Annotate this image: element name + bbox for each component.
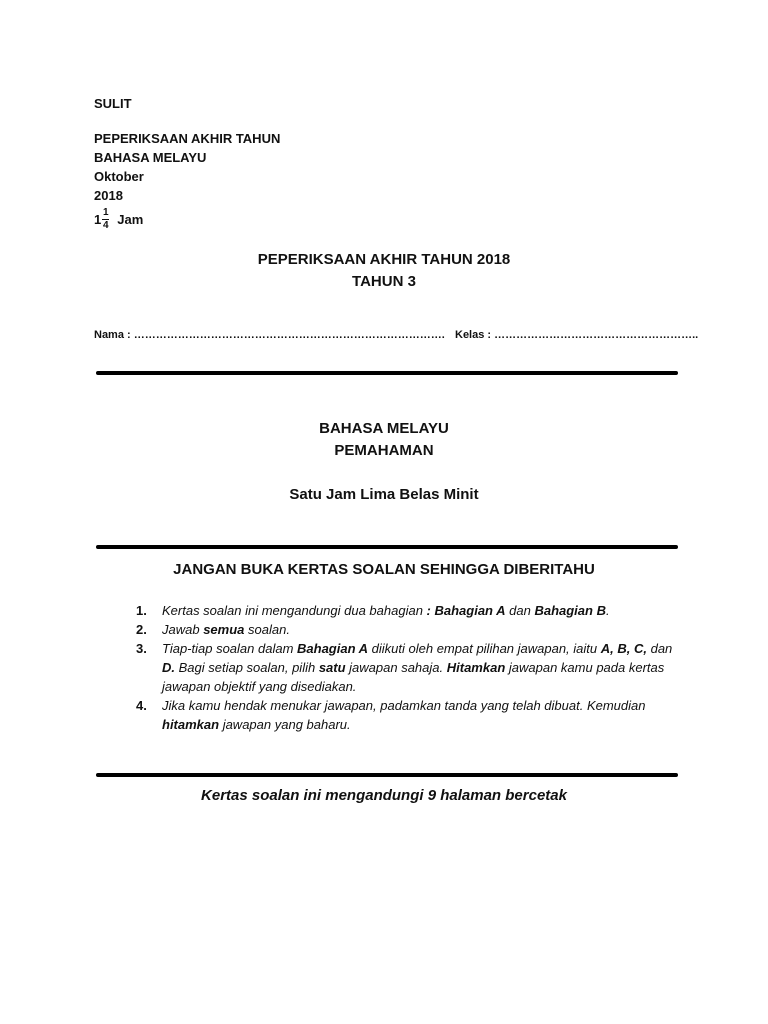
instructions-list	[136, 601, 684, 734]
warning-heading: JANGAN BUKA KERTAS SOALAN SEHINGGA DIBERITAHU	[173, 561, 595, 578]
instruction-segment: .	[605, 603, 610, 618]
exam-month: Oktober	[94, 169, 144, 184]
instruction-item	[136, 620, 684, 639]
duration-whole: 1	[94, 211, 102, 227]
instruction-number: 4.	[136, 698, 147, 713]
instruction-number: 1.	[136, 603, 147, 618]
page-subtitle: TAHUN 3	[352, 273, 416, 290]
duration-numerator: 1	[102, 206, 109, 218]
divider	[96, 773, 678, 777]
paper-duration: Satu Jam Lima Belas Minit	[289, 486, 479, 503]
instruction-emphasis: : Bahagian A	[426, 603, 506, 618]
nama-field: Nama : ………………………………………………………………………….	[94, 329, 445, 341]
instruction-segment: dan	[646, 641, 673, 656]
sulit-label: SULIT	[94, 96, 132, 111]
instruction-item	[136, 639, 684, 696]
instruction-number: 2.	[136, 622, 147, 637]
instruction-segment: Kertas soalan ini mengandungi dua bahagian	[162, 603, 427, 618]
instruction-item	[136, 601, 684, 620]
page-title: PEPERIKSAAN AKHIR TAHUN 2018	[257, 251, 511, 268]
instruction-segment: jawapan kamu pada kertas jawapan objektif yang disediakan.	[162, 660, 665, 694]
instruction-text	[162, 601, 684, 620]
instruction-text	[162, 639, 684, 696]
instruction-emphasis: A, B, C,	[600, 641, 647, 656]
duration-unit: Jam	[117, 211, 144, 227]
paper-section: PEMAHAMAN	[334, 442, 434, 459]
exam-year: 2018	[94, 188, 123, 203]
instruction-segment: diikuti oleh empat pilihan jawapan, iaitu	[368, 641, 601, 656]
instruction-number: 3.	[136, 641, 147, 656]
instruction-emphasis: Bahagian B	[534, 603, 606, 618]
instruction-emphasis: D.	[162, 660, 175, 675]
duration-denominator: 4	[102, 219, 109, 231]
instruction-segment: Tiap-tiap soalan dalam	[162, 641, 298, 656]
instruction-text	[162, 620, 684, 639]
instruction-emphasis: Hitamkan	[446, 660, 506, 675]
instruction-segment: jawapan yang baharu.	[219, 717, 351, 732]
instruction-segment: dan	[505, 603, 535, 618]
instruction-segment: Jawab	[162, 622, 204, 637]
divider	[96, 371, 678, 375]
instruction-segment: soalan.	[244, 622, 290, 637]
exam-name: PEPERIKSAAN AKHIR TAHUN	[94, 131, 281, 146]
instruction-emphasis: Bahagian A	[297, 641, 369, 656]
subject-name: BAHASA MELAYU	[94, 150, 207, 165]
instruction-text	[162, 696, 684, 734]
instruction-emphasis: semua	[203, 622, 245, 637]
instruction-item	[136, 696, 684, 734]
instruction-emphasis: satu	[318, 660, 346, 675]
instruction-segment: jawapan sahaja.	[345, 660, 447, 675]
duration-fraction	[94, 206, 143, 232]
instruction-emphasis: hitamkan	[162, 717, 220, 732]
page-count-note: Kertas soalan ini mengandungi 9 halaman bercetak	[201, 787, 567, 804]
instruction-segment: Bagi setiap soalan, pilih	[175, 660, 319, 675]
divider	[96, 545, 678, 549]
paper-subject: BAHASA MELAYU	[319, 420, 449, 437]
instruction-segment: Jika kamu hendak menukar jawapan, padamkan tanda yang telah dibuat. Kemudian	[162, 698, 646, 713]
kelas-field: Kelas : ………………………………………………..	[455, 329, 699, 341]
